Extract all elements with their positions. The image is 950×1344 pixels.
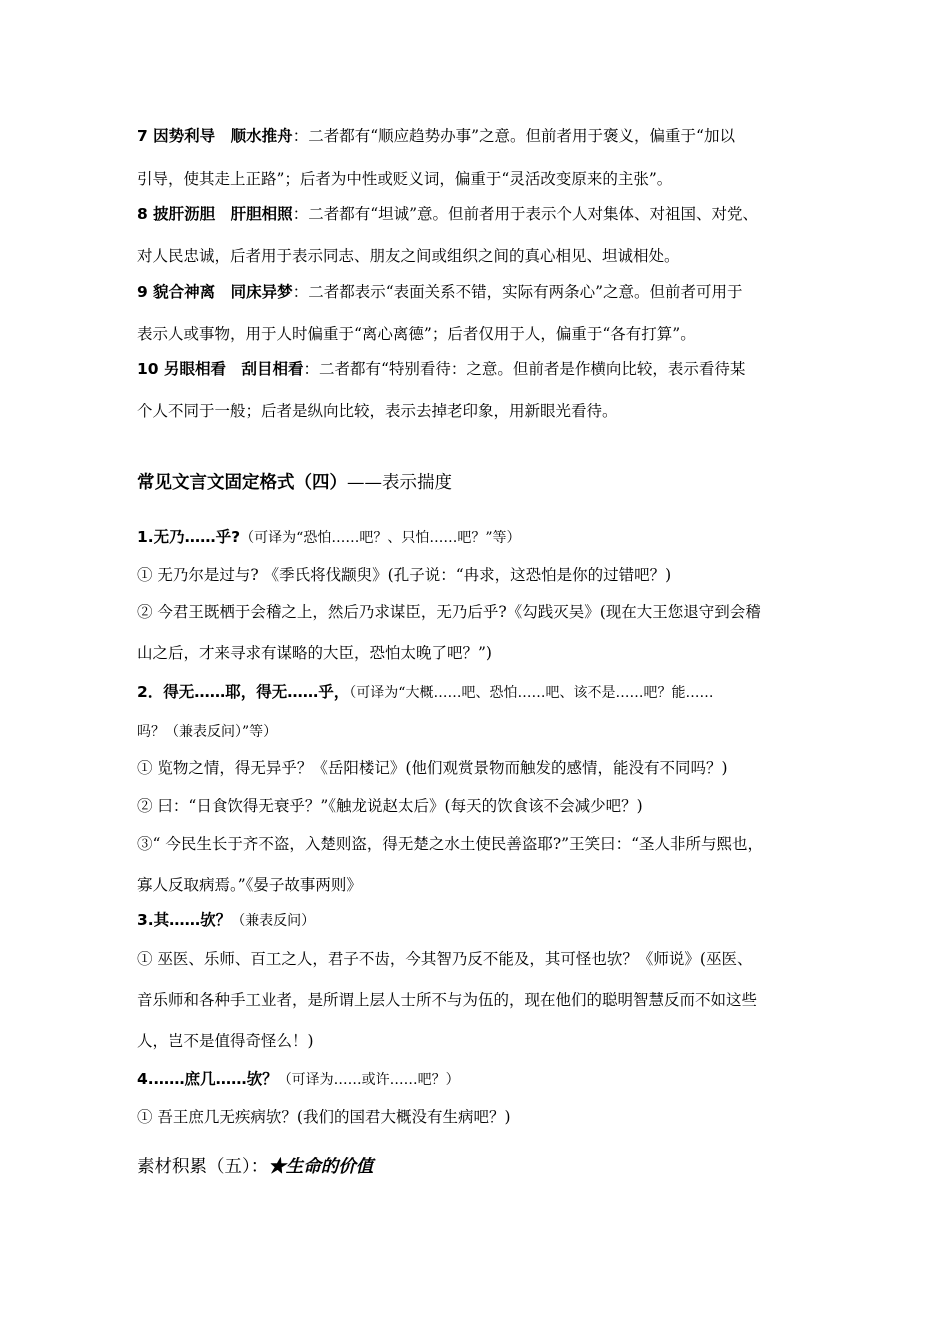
idiom-8-line-1: [137, 203, 837, 225]
format-2-example-2: ② 曰：“日食饮得无衰乎？”《触龙说赵太后》(每天的饮食该不会减少吧？): [137, 797, 643, 815]
format-3-example-1a: ① 巫医、乐师、百工之人，君子不齿，今其智乃反不能及，其可怪也欤？《师说》(巫医、: [137, 950, 753, 968]
idiom-9-text: ：二者都表示“表面关系不错，实际有两条心”之意。但前者可用于: [292, 283, 743, 301]
section-5-title: [137, 1156, 837, 1178]
format-2-head: 2．得无……耶，得无……乎，: [137, 683, 350, 701]
format-2-note-cont: 吗？（兼表反问）”等）: [137, 724, 278, 740]
format-3-note: （兼表反问）: [231, 913, 316, 929]
section-4-heading: 常见文言文固定格式（四）: [137, 473, 347, 493]
format-3-head: 3.其……欤？: [137, 911, 232, 929]
idiom-10-line-1: [137, 358, 837, 380]
format-2-example-3a: ③“ 今民生长于齐不盗，入楚则盗，得无楚之水土使民善盗耶?”王笑曰：“圣人非所与熙也，: [137, 835, 764, 853]
format-1-note: （可译为“恐怕……吧？、只怕……吧？”等）: [240, 530, 521, 546]
format-1-line: [137, 526, 837, 549]
format-4-example-1: ① 吾王庶几无疾病欤？(我们的国君大概没有生病吧？): [137, 1108, 511, 1126]
idiom-7-line-2: 引导，使其走上正路”；后者为中性或贬义词，偏重于“灵活改变原来的主张”。: [137, 170, 673, 188]
idiom-9-head: 9 貌合神离 同床异梦: [137, 283, 293, 301]
idiom-8-text: ：二者都有“坦诚”意。但前者用于表示个人对集体、对祖国、对党、: [292, 205, 759, 223]
section-4-title: [137, 472, 837, 494]
idiom-10-text: ：二者都有“特别看待：之意。但前者是作横向比较，表示看待某: [303, 360, 746, 378]
format-1-example-2a: ② 今君王既栖于会稽之上，然后乃求谋臣，无乃后乎?《勾践灭吴》(现在大王您退守到会稽: [137, 603, 761, 621]
format-2-example-3b: 寡人反取病焉。”《晏子故事两则》: [137, 876, 362, 894]
format-4-line: [137, 1068, 837, 1091]
format-3-example-1b: 音乐师和各种手工业者，是所谓上层人士所不与为伍的，现在他们的聪明智慧反而不如这些: [137, 991, 758, 1009]
format-3-line: [137, 909, 837, 932]
section-4-subtitle: ——表示揣度: [347, 473, 452, 493]
idiom-7-line-1: [137, 125, 837, 147]
format-2-line: [137, 681, 837, 704]
idiom-10-head: 10 另眼相看 刮目相看: [137, 360, 304, 378]
format-4-head: 4.……庶几……欤？: [137, 1070, 278, 1088]
format-1-example-1: ① 无乃尔是过与? 《季氏将伐颛臾》(孔子说：“冉求，这恐怕是你的过错吧？): [137, 566, 672, 584]
idiom-7-text: ：二者都有“顺应趋势办事”之意。但前者用于褒义，偏重于“加以: [292, 127, 735, 145]
idiom-9-line-2: 表示人或事物，用于人时偏重于“离心离德”；后者仅用于人，偏重于“各有打算”。: [137, 325, 696, 343]
section-5-topic: ★生命的价值: [268, 1157, 374, 1177]
idiom-9-line-1: [137, 281, 837, 303]
section-5-heading: 素材积累（五）：: [137, 1157, 269, 1177]
format-4-note: （可译为……或许……吧？）: [277, 1072, 460, 1088]
idiom-8-head: 8 披肝沥胆 肝胆相照: [137, 205, 293, 223]
format-1-example-2b: 山之后，才来寻求有谋略的大臣，恐怕太晚了吧？”): [137, 644, 492, 662]
idiom-7-head: 7 因势利导 顺水推舟: [137, 127, 293, 145]
format-2-note: （可译为“大概……吧、恐怕……吧、该不是……吧？能……: [349, 685, 714, 701]
idiom-10-line-2: 个人不同于一般；后者是纵向比较，表示去掉老印象，用新眼光看待。: [137, 402, 618, 420]
format-2-example-1: ① 览物之情，得无异乎？《岳阳楼记》(他们观赏景物而触发的感情，能没有不同吗？): [137, 759, 728, 777]
format-1-head: 1.无乃……乎?: [137, 528, 241, 546]
idiom-8-line-2: 对人民忠诚，后者用于表示同志、朋友之间或组织之间的真心相见、坦诚相处。: [137, 247, 680, 265]
format-3-example-1c: 人，岂不是值得奇怪么！): [137, 1032, 314, 1050]
